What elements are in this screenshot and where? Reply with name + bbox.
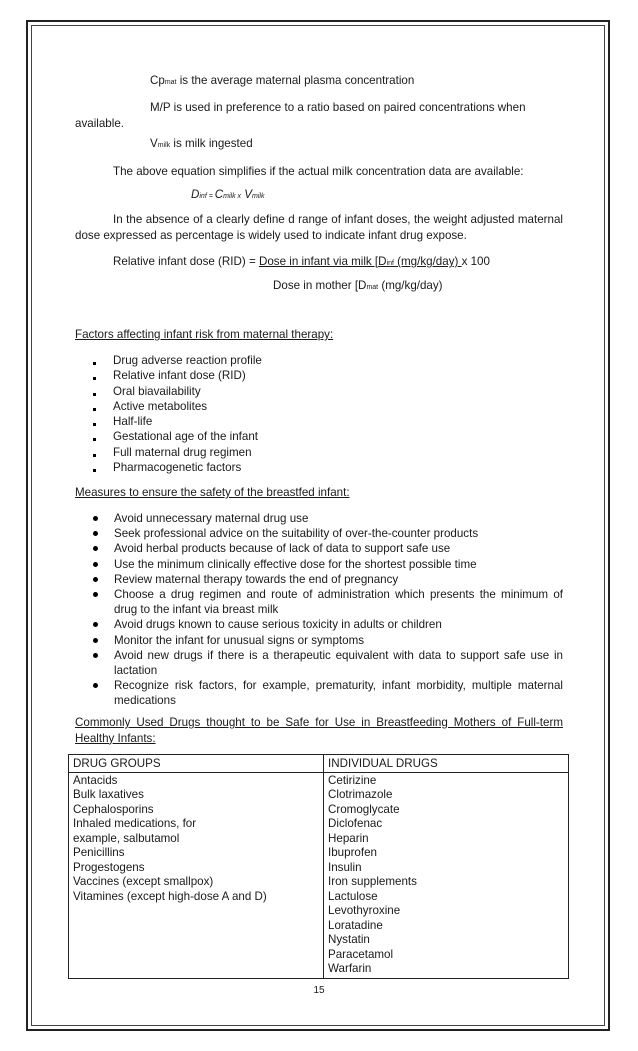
list-item: Clotrimazole [328, 788, 393, 801]
definition-vmilk: Vmilk is milk ingested [150, 137, 253, 150]
list-item: Warfarin [328, 962, 372, 975]
list-item: Cephalosporins [73, 802, 154, 816]
list-item: Paracetamol [328, 947, 394, 961]
measures-heading: Measures to ensure the safety of the breastfed infant: [75, 486, 350, 499]
list-item: Avoid drugs known to cause serious toxicity in adults or children [93, 617, 563, 632]
list-item: Vaccines (except smallpox) [73, 875, 214, 888]
list-item: Loratadine [328, 918, 383, 932]
simplified-equation: Dinf = Cmilk x Vmilk [191, 188, 265, 201]
table-heading: Commonly Used Drugs thought to be Safe for Use in Breastfeeding Mothers of Full-term Healthy Infants: [75, 716, 563, 745]
list-item: Insulin [328, 860, 362, 874]
list-item: Lactulose [328, 889, 378, 903]
rid-formula-denominator: Dose in mother [Dmat (mg/kg/day) [273, 279, 443, 292]
list-item: Seek professional advice on the suitability of over-the-counter products [93, 526, 563, 541]
factors-heading: Factors affecting infant risk from maternal therapy: [75, 328, 334, 341]
list-item: Avoid new drugs if there is a therapeutic equivalent with data to support safe use in lactation [93, 648, 563, 678]
list-item: Oral biavailability [93, 384, 262, 399]
list-item: Avoid unnecessary maternal drug use [93, 511, 563, 526]
table-row [69, 772, 569, 978]
rid-formula-numerator: Relative infant dose (RID) = Dose in infant via milk [Dinf (mg/kg/day) x 100 [113, 255, 490, 268]
list-item: Use the minimum clinically effective dose for the shortest possible time [93, 557, 563, 572]
list-item: Monitor the infant for unusual signs or symptoms [93, 633, 563, 648]
definition-mp: M/P is used in preference to a ratio based on paired concentrations when [150, 101, 526, 114]
list-item: Cromoglycate [328, 802, 400, 816]
list-item: Nystatin [328, 933, 370, 946]
list-item: Review maternal therapy towards the end of pregnancy [93, 572, 563, 587]
rid-paragraph: In the absence of a clearly define d range of infant doses, the weight adjusted maternal dose expressed as percentage is widely used to indicate infant drug expose. [75, 213, 563, 242]
list-item: Ibuprofen [328, 846, 377, 859]
list-item: Antacids [73, 773, 118, 787]
list-item: Pharmacogenetic factors [93, 460, 262, 475]
page-number: 15 [313, 985, 325, 996]
list-item: Relative infant dose (RID) [93, 368, 262, 383]
list-item: Levothyroxine [328, 904, 401, 917]
list-item: example, salbutamol [73, 831, 180, 845]
definition-mp-continued: available. [75, 117, 124, 130]
column-header-drug-groups: DRUG GROUPS [69, 755, 324, 773]
factors-list [93, 353, 262, 475]
individual-drugs-cell [324, 772, 569, 978]
drug-groups-cell [69, 772, 324, 978]
list-item: Full maternal drug regimen [93, 445, 262, 460]
list-item: Half-life [93, 414, 262, 429]
list-item: Choose a drug regimen and route of administration which presents the minimum of drug to the infant via breast milk [93, 587, 563, 617]
column-header-individual-drugs: INDIVIDUAL DRUGS [324, 755, 569, 773]
table-header-row [69, 755, 569, 773]
safe-drugs-table [68, 754, 569, 979]
list-item: Cetirizine [328, 773, 377, 787]
list-item: Active metabolites [93, 399, 262, 414]
list-item: Drug adverse reaction profile [93, 353, 262, 368]
list-item: Inhaled medications, for [73, 817, 197, 830]
list-item: Gestational age of the infant [93, 429, 262, 444]
list-item: Penicillins [73, 846, 125, 859]
list-item: Vitamines (except high-dose A and D) [73, 889, 267, 903]
measures-list [93, 511, 563, 709]
list-item: Recognize risk factors, for example, prematurity, infant morbidity, multiple maternal medications [93, 678, 563, 708]
list-item: Avoid herbal products because of lack of data to support safe use [93, 541, 563, 556]
list-item: Diclofenac [328, 817, 383, 830]
list-item: Bulk laxatives [73, 788, 144, 801]
list-item: Heparin [328, 831, 369, 845]
simplification-text: The above equation simplifies if the actual milk concentration data are available: [113, 165, 524, 178]
list-item: Progestogens [73, 860, 145, 874]
list-item: Iron supplements [328, 875, 417, 888]
definition-cp: Cpmat is the average maternal plasma concentration [150, 74, 415, 87]
